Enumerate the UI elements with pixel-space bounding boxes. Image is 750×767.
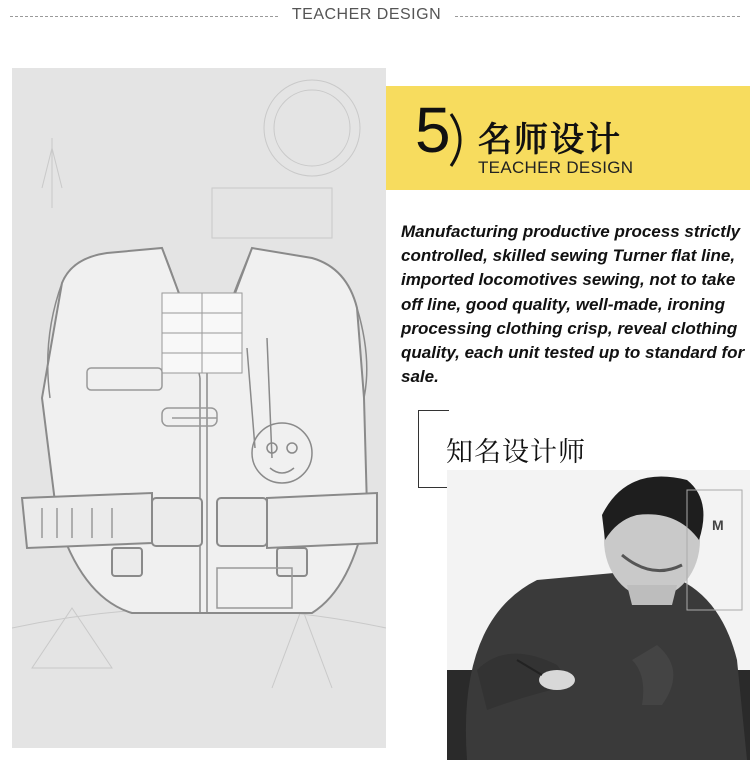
title-corner-bracket (418, 410, 449, 488)
section-number: 5 (415, 94, 451, 166)
designer-photo-icon (447, 470, 750, 760)
bracket-arc-icon (447, 110, 469, 170)
section-title-cn: 名师设计 (478, 120, 622, 160)
life-vest-sketch-icon (12, 68, 386, 748)
header-rule-left (10, 16, 278, 17)
section-title-en: TEACHER DESIGN (478, 158, 634, 177)
page-title: TEACHER DESIGN (291, 6, 442, 23)
product-description: Manufacturing productive process strictly controlled, skilled sewing Turner flat line, imported locomotives sewing, not to take off line, good quality, well-made, ironing processing clothing crisp, reveal clothing quality, each unit tested up to standard for sale. (401, 222, 745, 387)
svg-text:M: M (712, 517, 724, 533)
designer-title: 知名设计师 (446, 437, 586, 468)
header-rule-right (455, 16, 740, 17)
